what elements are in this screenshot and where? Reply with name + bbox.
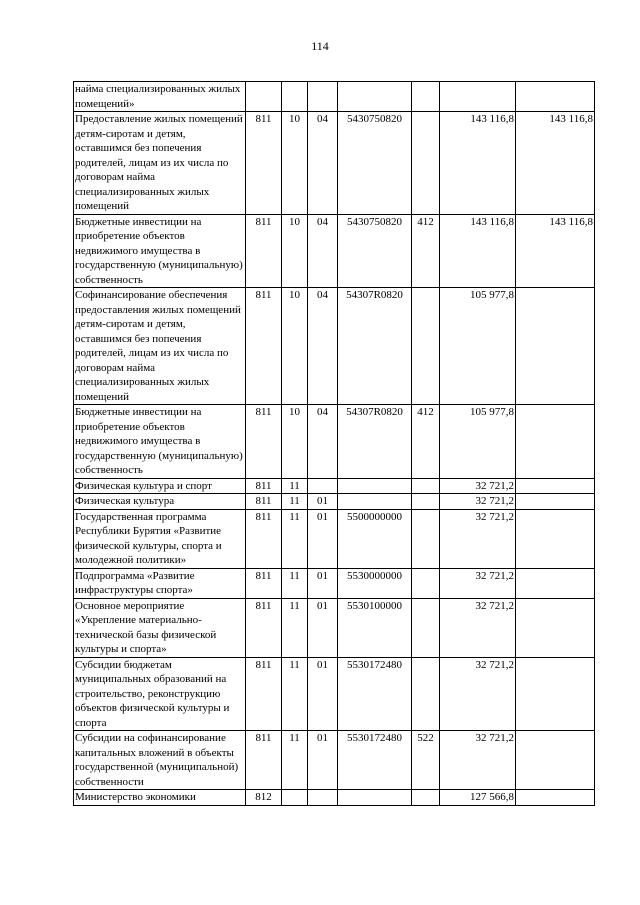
subsection-code-cell: 01 [308,598,338,657]
section-code-cell: 11 [282,568,308,598]
department-code-cell [246,82,282,112]
department-code-cell: 811 [246,478,282,494]
expense-type-cell [412,790,440,806]
expense-type-cell: 412 [412,214,440,288]
expense-type-cell [412,478,440,494]
target-article-cell: 54307R0820 [338,405,412,479]
department-code-cell: 811 [246,568,282,598]
amount-federal-cell [516,657,595,731]
amount-cell: 32 721,2 [440,657,516,731]
table-row [74,405,595,479]
subsection-code-cell [308,478,338,494]
amount-cell: 32 721,2 [440,568,516,598]
target-article-cell: 5500000000 [338,509,412,568]
amount-federal-cell [516,509,595,568]
section-code-cell: 11 [282,598,308,657]
amount-cell: 143 116,8 [440,214,516,288]
amount-federal-cell: 143 116,8 [516,214,595,288]
amount-federal-cell: 143 116,8 [516,112,595,215]
subsection-code-cell [308,82,338,112]
target-article-cell [338,790,412,806]
row-name-cell: найма специализированных жилых помещений» [74,82,246,112]
target-article-cell: 5530172480 [338,657,412,731]
amount-federal-cell [516,568,595,598]
department-code-cell: 811 [246,657,282,731]
amount-federal-cell [516,82,595,112]
table-row [74,598,595,657]
amount-federal-cell [516,405,595,479]
section-code-cell: 10 [282,112,308,215]
expense-type-cell [412,657,440,731]
row-name-cell: Министерство экономики [74,790,246,806]
amount-cell: 32 721,2 [440,598,516,657]
amount-cell: 32 721,2 [440,509,516,568]
department-code-cell: 811 [246,288,282,405]
subsection-code-cell: 04 [308,288,338,405]
section-code-cell [282,790,308,806]
department-code-cell: 811 [246,509,282,568]
table-row [74,478,595,494]
amount-federal-cell [516,598,595,657]
expense-type-cell [412,82,440,112]
subsection-code-cell: 01 [308,568,338,598]
section-code-cell: 11 [282,657,308,731]
amount-federal-cell [516,494,595,510]
section-code-cell: 11 [282,731,308,790]
table-row [74,214,595,288]
table-row [74,494,595,510]
target-article-cell [338,82,412,112]
target-article-cell: 5430750820 [338,112,412,215]
target-article-cell: 5530172480 [338,731,412,790]
section-code-cell: 10 [282,288,308,405]
section-code-cell: 11 [282,478,308,494]
subsection-code-cell: 04 [308,405,338,479]
row-name-cell: Физическая культура [74,494,246,510]
table-row [74,568,595,598]
subsection-code-cell: 01 [308,509,338,568]
subsection-code-cell: 01 [308,731,338,790]
expense-type-cell [412,509,440,568]
row-name-cell: Софинансирование обеспечения предоставления жилых помещений детям-сиротам и детям, оставшимся без попечения родителей, лицам из их числа по договорам найма специализированных жилых помещений [74,288,246,405]
row-name-cell: Бюджетные инвестиции на приобретение объектов недвижимого имущества в государственную (муниципальную) собственность [74,214,246,288]
amount-federal-cell [516,790,595,806]
subsection-code-cell: 04 [308,214,338,288]
amount-cell: 32 721,2 [440,494,516,510]
table-row [74,509,595,568]
expense-type-cell [412,568,440,598]
table-row [74,82,595,112]
expense-type-cell: 412 [412,405,440,479]
subsection-code-cell: 04 [308,112,338,215]
department-code-cell: 811 [246,112,282,215]
row-name-cell: Физическая культура и спорт [74,478,246,494]
department-code-cell: 811 [246,214,282,288]
row-name-cell: Предоставление жилых помещений детям-сиротам и детям, оставшимся без попечения родителей, лицам из их числа по договорам найма специализированных жилых помещений [74,112,246,215]
table-row [74,657,595,731]
section-code-cell: 10 [282,214,308,288]
target-article-cell: 54307R0820 [338,288,412,405]
expense-type-cell: 522 [412,731,440,790]
target-article-cell: 5530000000 [338,568,412,598]
row-name-cell: Подпрограмма «Развитие инфраструктуры спорта» [74,568,246,598]
expense-type-cell [412,598,440,657]
budget-table [73,81,595,806]
section-code-cell: 11 [282,494,308,510]
subsection-code-cell [308,790,338,806]
expense-type-cell [412,112,440,215]
section-code-cell: 10 [282,405,308,479]
amount-cell: 127 566,8 [440,790,516,806]
amount-cell: 143 116,8 [440,112,516,215]
row-name-cell: Бюджетные инвестиции на приобретение объектов недвижимого имущества в государственную (муниципальную) собственность [74,405,246,479]
page-number: 114 [311,39,329,53]
expense-type-cell [412,288,440,405]
amount-cell: 32 721,2 [440,731,516,790]
amount-federal-cell [516,478,595,494]
section-code-cell [282,82,308,112]
department-code-cell: 811 [246,494,282,510]
department-code-cell: 812 [246,790,282,806]
row-name-cell: Субсидии бюджетам муниципальных образований на строительство, реконструкцию объектов физической культуры и спорта [74,657,246,731]
amount-cell [440,82,516,112]
section-code-cell: 11 [282,509,308,568]
table-row [74,112,595,215]
table-row [74,790,595,806]
amount-federal-cell [516,731,595,790]
expense-type-cell [412,494,440,510]
row-name-cell: Субсидии на софинансирование капитальных вложений в объекты государственной (муниципальной) собственности [74,731,246,790]
subsection-code-cell: 01 [308,657,338,731]
amount-cell: 105 977,8 [440,405,516,479]
department-code-cell: 811 [246,598,282,657]
amount-cell: 32 721,2 [440,478,516,494]
subsection-code-cell: 01 [308,494,338,510]
amount-cell: 105 977,8 [440,288,516,405]
row-name-cell: Государственная программа Республики Бурятия «Развитие физической культуры, спорта и молодежной политики» [74,509,246,568]
department-code-cell: 811 [246,405,282,479]
target-article-cell: 5530100000 [338,598,412,657]
target-article-cell [338,478,412,494]
row-name-cell: Основное мероприятие «Укрепление материально-технической базы физической культуры и спорта» [74,598,246,657]
table-row [74,288,595,405]
target-article-cell: 5430750820 [338,214,412,288]
target-article-cell [338,494,412,510]
department-code-cell: 811 [246,731,282,790]
table-row [74,731,595,790]
amount-federal-cell [516,288,595,405]
